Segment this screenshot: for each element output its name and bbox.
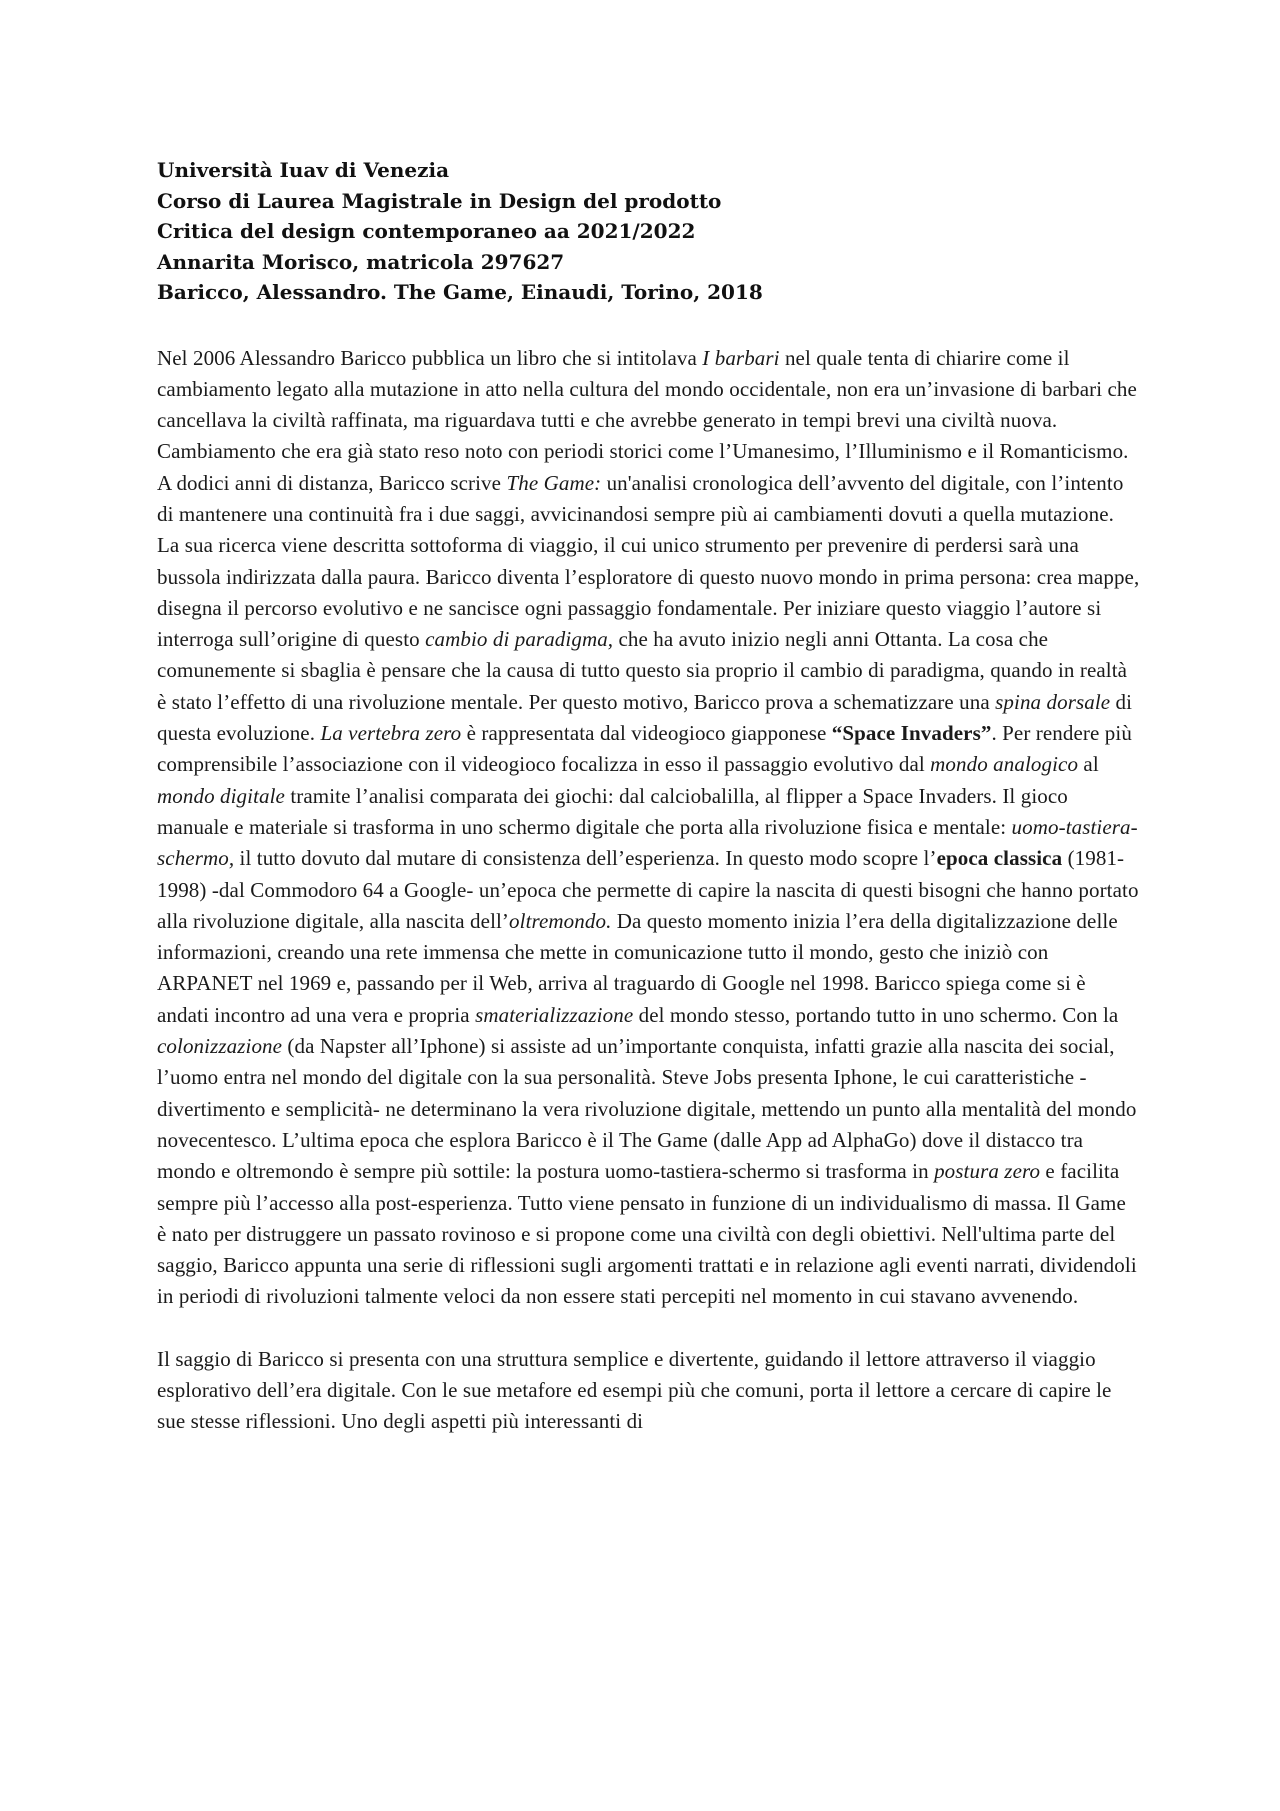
text-run: e facilita sempre più l’accesso alla post-esperienza. Tutto viene pensato in funzione di un individualismo di massa. Il Game è nato per distruggere un passato rovinoso e si propone come una civiltà con degli obiettivi. Nell'ultima parte del saggio, Baricco appunta una serie di riflessioni sugli argomenti trattati e in relazione agli eventi narrati, dividendoli in periodi di rivoluzioni talmente veloci da non essere stati percepiti nel momento in cui stavano avvenendo.: [157, 1159, 1137, 1309]
italic-term-mondo-digitale: mondo digitale: [157, 783, 285, 808]
header-student: Annarita Morisco, matricola 297627: [157, 249, 565, 274]
italic-term-spina-dorsale: spina dorsale: [995, 689, 1111, 714]
text-run: che ha avuto inizio negli anni Ottanta. La cosa che comunemente si sbaglia è pensare che la causa di tutto questo sia proprio il cambio di paradigma, quando in realtà è stato l’effetto di una rivoluzione mentale. Per questo motivo, Baricco prova a schematizzare una: [157, 627, 1128, 714]
bold-term-epoca-classica: epoca classica: [936, 846, 1063, 871]
italic-title-the-game: The Game:: [506, 470, 602, 495]
text-run: (da Napster all’Iphone) si assiste ad un’importante conquista, infatti grazie alla nascita dei social, l’uomo entra nel mondo del digitale con la sua personalità. Steve Jobs presenta Iphone, le cui caratteristiche -divertimento e semplicità- ne determinano la vera rivoluzione digitale, mettendo un punto alla mentalità del mondo novecentesco. L’ultima epoca che esplora Baricco è il The Game (dalle App ad AlphaGo) dove il distacco tra mondo e oltremondo è sempre più sottile: la postura uomo-tastiera-schermo si trasforma in: [157, 1034, 1137, 1184]
header-university: Università Iuav di Venezia: [157, 158, 450, 182]
italic-term-smaterializzazione: smaterializzazione: [475, 1002, 634, 1027]
italic-term-mondo-analogico: mondo analogico: [930, 752, 1079, 777]
header-book-reference: Baricco, Alessandro. The Game, Einaudi, Torino, 2018: [157, 280, 763, 304]
text-run: è rappresentata dal videogioco giapponese: [461, 721, 832, 746]
header-course-name: Critica del design contemporaneo aa 2021/2022: [157, 219, 696, 243]
text-run: Da questo momento inizia l’era della digitalizzazione delle informazioni, creando una rete immensa che mette in comunicazione tutto il mondo, gesto che iniziò con ARPANET nel 1969 e, passando per il Web, arriva al traguardo di Google nel 1998. Baricco spiega come si è andati incontro ad una vera e propria: [157, 908, 1118, 1027]
text-run: del mondo stesso, portando tutto in uno schermo. Con la: [633, 1002, 1119, 1027]
text-run: il tutto dovuto dal mutare di consistenza dell’esperienza. In questo modo scopre l’: [234, 846, 937, 871]
text-run: al: [1078, 752, 1099, 777]
italic-title-i-barbari: I barbari: [702, 345, 780, 370]
document-header: [157, 155, 1140, 308]
body-paragraph-2: Il saggio di Baricco si presenta con una struttura semplice e divertente, guidando il lettore attraverso il viaggio esplorativo dell’era digitale. Con le sue metafore ed esempi più che comuni, porta il lettore a cercare di capire le sue stesse riflessioni. Uno degli aspetti più interessanti di: [157, 1346, 1112, 1434]
italic-term-vertebra-zero: La vertebra zero: [320, 721, 462, 746]
text-run: Nel 2006 Alessandro Baricco pubblica un libro che si intitolava: [157, 345, 703, 370]
text-run: nel quale tenta di chiarire come il cambiamento legato alla mutazione in atto nella cultura del mondo occidentale, non era un’invasione di barbari che cancellava la civiltà raffinata, ma riguardava tutti e che avrebbe generato in tempi brevi una civiltà nuova. Cambiamento che era già stato reso noto con periodi storici come l’Umanesimo, l’Illuminismo e il Romanticismo. A dodici anni di distanza, Baricco scrive: [157, 345, 1137, 495]
text-run: (1981-1998) -dal Commodoro 64 a Google- un’epoca che permette di capire la nascita di questi bisogni che hanno portato alla rivoluzione digitale, alla nascita dell’: [157, 846, 1139, 933]
body-paragraph-1: [157, 343, 1140, 1313]
document-content: [157, 155, 1140, 1438]
text-run: di questa evoluzione.: [157, 689, 1133, 746]
text-run: . Per rendere più comprensibile l’associazione con il videogioco focalizza in esso il passaggio evolutivo dal: [157, 721, 1132, 777]
text-run: un'analisi cronologica dell’avvento del digitale, con l’intento di mantenere una continuità fra i due saggi, avvicinandosi sempre più ai cambiamenti dovuti a quella mutazione. La sua ricerca viene descritta sottoforma di viaggio, il cui unico strumento per prevenire di perdersi sarà una bussola indirizzata dalla paura. Baricco diventa l’esploratore di questo nuovo mondo in prima persona: crea mappe, disegna il percorso evolutivo e ne sancisce ogni passaggio fondamentale. Per iniziare questo viaggio l’autore si interroga sull’origine di questo: [157, 470, 1140, 652]
italic-term-cambio-di-paradigma: cambio di paradigma,: [425, 627, 614, 652]
bold-term-space-invaders: “Space Invaders”: [831, 721, 992, 746]
italic-term-postura-zero: postura zero: [934, 1159, 1041, 1184]
text-run: tramite l’analisi comparata dei giochi: dal calciobalilla, al flipper a Space Invaders. Il gioco manuale e materiale si trasforma in uno schermo digitale che porta alla rivoluzione fisica e mentale:: [157, 783, 1068, 839]
italic-term-oltremondo: oltremondo.: [509, 908, 612, 933]
italic-term-uomo-tastiera-schermo: uomo-tastiera-schermo,: [157, 814, 1138, 871]
italic-term-colonizzazione: colonizzazione: [157, 1034, 283, 1059]
header-degree-course: Corso di Laurea Magistrale in Design del prodotto: [157, 188, 722, 213]
